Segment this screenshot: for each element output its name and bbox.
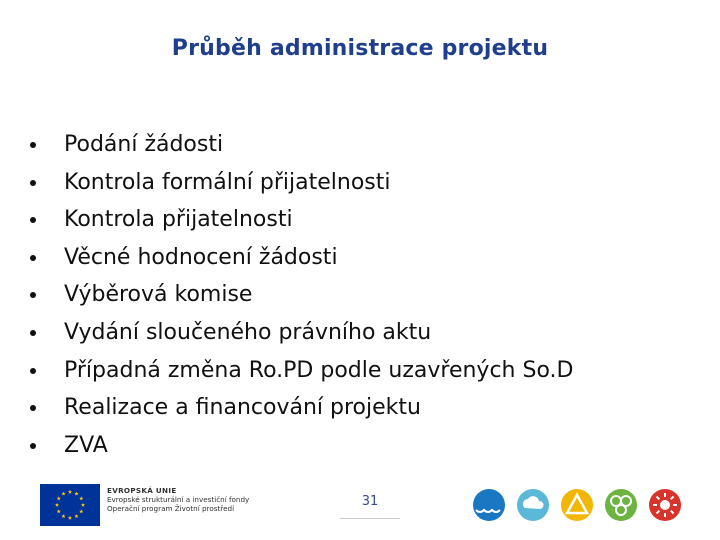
- slide: Průběh administrace projektu Podání žádosti Kontrola formální přijatelnosti Kontrola přijatelnosti Věcné hodnocení žádosti Výběrová komise Vydání sloučeného právního aktu Případná změna Ro.PD podle uzavřených So.D Realizace a financování projektu ZVA EVROPSKÁ UNIE Evropské strukturální a investiční fondy Operační program Životní prostředí 31: [0, 0, 720, 540]
- waste-icon: [560, 488, 594, 522]
- eu-logo-text: [107, 486, 249, 514]
- eu-star-icon: [74, 492, 78, 496]
- eu-logo-line: Operační program Životní prostředí: [107, 504, 235, 514]
- eu-star-icon: [79, 509, 83, 513]
- eu-star-icon: [68, 490, 72, 494]
- bullet-dot-icon: [30, 255, 36, 261]
- bullet-dot-icon: [30, 217, 36, 223]
- bullet-dot-icon: [30, 292, 36, 298]
- footer: [0, 470, 720, 540]
- bullet-dot-icon: [30, 180, 36, 186]
- eu-star-icon: [57, 509, 61, 513]
- bullet-dot-icon: [30, 443, 36, 449]
- water-icon: [472, 488, 506, 522]
- op-icons: [472, 488, 690, 528]
- eu-star-icon: [68, 516, 72, 520]
- eu-star-icon: [74, 514, 78, 518]
- nature-icon: [604, 488, 638, 522]
- eu-star-icon: [81, 503, 85, 507]
- bullet-dot-icon: [30, 330, 36, 336]
- energy-icon: [648, 488, 682, 522]
- bullet-dot-icon: [30, 405, 36, 411]
- eu-flag-stars: [40, 484, 100, 526]
- air-icon: [516, 488, 550, 522]
- eu-star-icon: [55, 503, 59, 507]
- bullet-dot-icon: [30, 142, 36, 148]
- footer-divider: [340, 518, 400, 519]
- eu-star-icon: [61, 492, 65, 496]
- slide-title: Průběh administrace projektu: [171, 36, 549, 61]
- bullet-dot-icon: [30, 368, 36, 374]
- eu-logo-line: EVROPSKÁ UNIE: [107, 486, 177, 495]
- eu-flag-icon: [40, 484, 100, 526]
- page-number: 31: [361, 494, 379, 509]
- eu-logo-line: Evropské strukturální a investiční fondy: [107, 495, 250, 505]
- eu-star-icon: [57, 496, 61, 500]
- eu-star-icon: [79, 496, 83, 500]
- eu-star-icon: [61, 514, 65, 518]
